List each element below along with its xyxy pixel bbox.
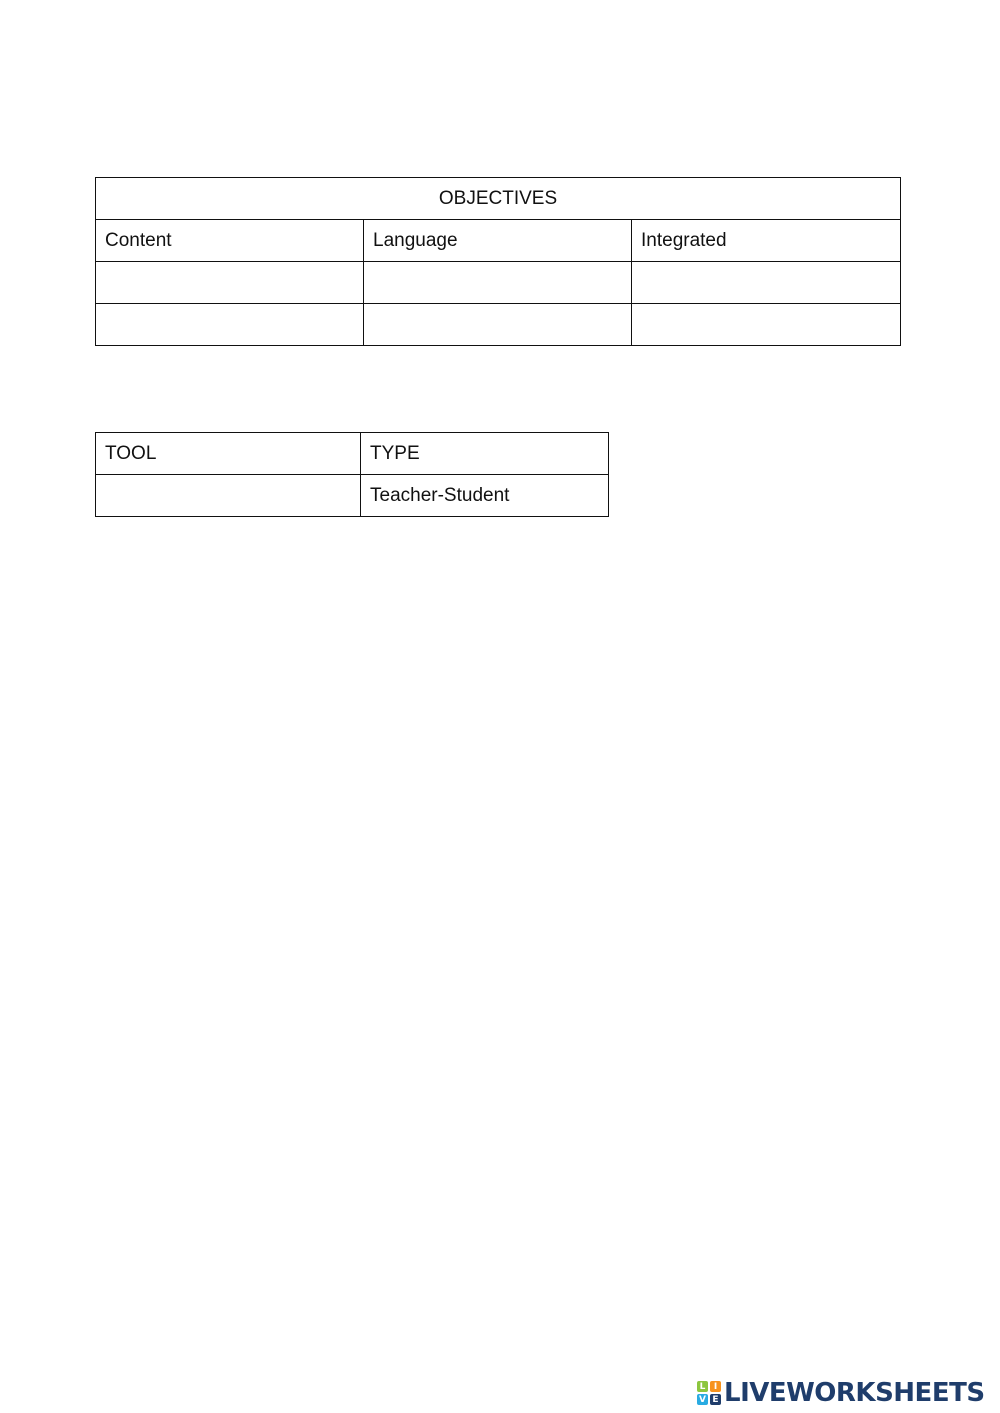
objectives-header-row	[96, 220, 901, 262]
tool-cell[interactable]	[96, 475, 361, 517]
content-cell[interactable]	[96, 304, 364, 346]
logo-mark-tile: L	[697, 1381, 708, 1392]
content-cell[interactable]	[96, 262, 364, 304]
table-row	[96, 262, 901, 304]
header-type: TYPE	[361, 433, 609, 475]
language-cell[interactable]	[364, 262, 632, 304]
tool-header-row	[96, 433, 609, 475]
objectives-table	[95, 177, 901, 346]
tool-type-table	[95, 432, 609, 517]
objectives-title: OBJECTIVES	[96, 178, 901, 220]
header-tool: TOOL	[96, 433, 361, 475]
type-cell: Teacher-Student	[361, 475, 609, 517]
liveworksheets-logo	[697, 1378, 985, 1408]
integrated-cell[interactable]	[632, 304, 901, 346]
logo-text: LIVEWORKSHEETS	[724, 1378, 985, 1408]
logo-mark-tile: E	[710, 1394, 721, 1405]
table-row	[96, 475, 609, 517]
logo-mark-icon	[697, 1381, 721, 1405]
header-content: Content	[96, 220, 364, 262]
header-integrated: Integrated	[632, 220, 901, 262]
integrated-cell[interactable]	[632, 262, 901, 304]
language-cell[interactable]	[364, 304, 632, 346]
objectives-title-row	[96, 178, 901, 220]
logo-mark-tile: V	[697, 1394, 708, 1405]
header-language: Language	[364, 220, 632, 262]
table-row	[96, 304, 901, 346]
logo-mark-tile: I	[710, 1381, 721, 1392]
